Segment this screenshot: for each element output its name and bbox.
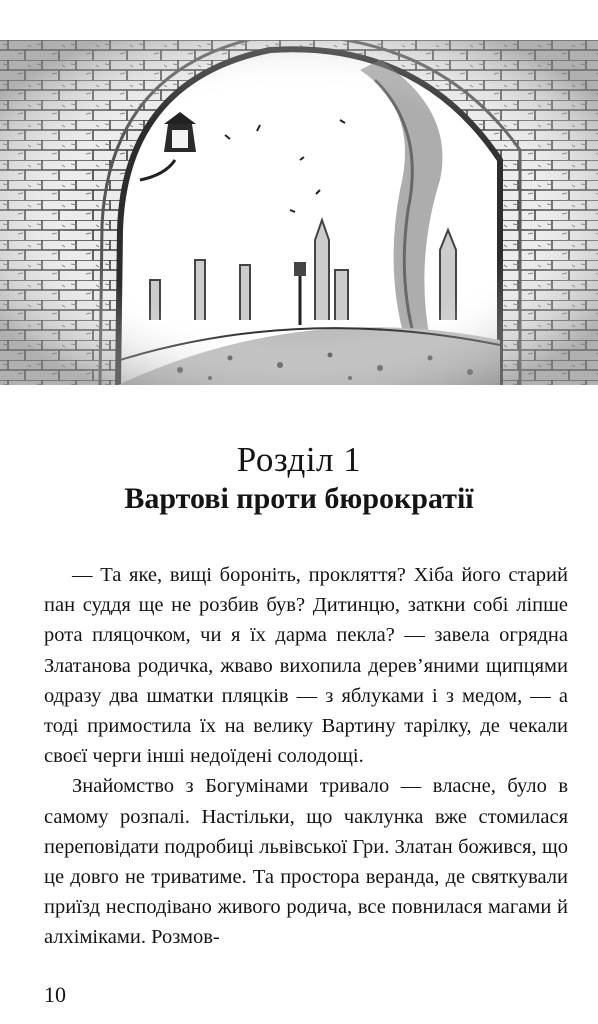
paragraph: — Та яке, вищі бороніть, прокляття? Хіба його старий пан суддя ще не розбив був? Дитинцю, заткни собі ліпше рота пляцочком, чи я їх дарма пекла? — завела огрядна Златанова родичка, жваво вихопила дерев’яними щипцями одразу два шматки пляцків — з яблуками і з медом, — а тоді примостила їх на велику Вартину тарілку, де чекали своєї черги інші недоїдені солодощі. (44, 564, 568, 768)
chapter-body (44, 560, 568, 953)
paragraph: Знайомство з Богумінами тривало — власне, було в самому розпалі. Настільки, що чаклунка вже стомилася переповідати подробиці львівської Гри. Златан божився, що це довго не триватиме. Та простора веранда, де святкували приїзд несподівано живого родича, все повнилася магами й алхіміками. Розмов- (44, 775, 568, 949)
page-number: 10 (44, 982, 66, 1007)
chapter-title: Вартові проти бюрократії (124, 482, 474, 515)
chapter-number: Розділ 1 (236, 440, 362, 479)
chapter-illustration (0, 40, 598, 385)
